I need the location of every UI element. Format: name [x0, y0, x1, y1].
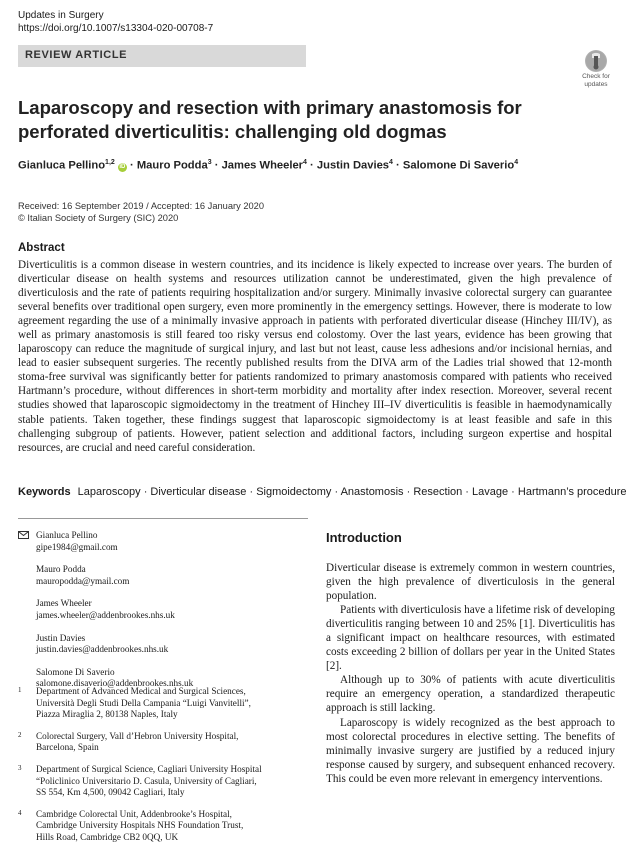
keywords-list — [78, 486, 627, 498]
received-accepted: Received: 16 September 2019 / Accepted: 16 January 2020 — [18, 201, 265, 211]
contact-email[interactable]: gipe1984@gmail.com — [36, 541, 118, 552]
publication-dates — [18, 200, 264, 224]
journal-header — [18, 9, 213, 35]
check-updates-line1: Check for — [582, 73, 610, 80]
keyword-item: Diverticular disease — [150, 486, 247, 498]
author-name[interactable]: Justin Davies — [316, 159, 390, 172]
keywords-label: Keywords — [18, 486, 71, 498]
keyword-separator: · — [140, 486, 151, 498]
corresponding-contacts — [18, 530, 308, 701]
affiliation-number: 2 — [18, 730, 22, 739]
author-name[interactable]: Mauro Podda — [136, 159, 208, 172]
intro-paragraph: Laparoscopy is widely recognized as the best approach to most colorectal procedures in elective setting. The benefits of minimally invasive surgery are justified by a reduced injury response caused by surgery, and subsequent enhanced recovery. This could be even more relevant in emergency interventions. — [326, 716, 615, 785]
keyword-separator: · — [246, 486, 257, 498]
keywords — [18, 486, 627, 498]
keyword-item: Laparoscopy — [77, 486, 141, 498]
contact-name: Justin Davies — [36, 632, 86, 643]
keyword-item: Lavage — [472, 486, 509, 498]
check-updates-icon — [585, 50, 607, 72]
orcid-icon[interactable]: iD — [119, 163, 126, 170]
journal-name: Updates in Surgery — [18, 10, 104, 21]
article-type-bar — [18, 45, 306, 67]
check-updates-line2: updates — [584, 81, 608, 88]
abstract-heading: Abstract — [18, 242, 65, 254]
keyword-separator: · — [462, 486, 473, 498]
keyword-separator: · — [331, 486, 341, 498]
contact-email[interactable]: justin.davies@addenbrookes.nhs.uk — [36, 644, 169, 655]
affiliation-entry — [18, 809, 308, 844]
author-affil-sup: 1,2 — [105, 159, 115, 166]
affiliations — [18, 686, 308, 854]
author-name[interactable]: Gianluca Pellino — [18, 159, 106, 172]
author-name[interactable]: Salomone Di Saverio — [402, 159, 515, 172]
keyword-item: Hartmann’s procedure — [517, 486, 627, 498]
keyword-separator: · — [508, 486, 518, 498]
author-list — [18, 159, 518, 172]
author-affil-sup: 4 — [389, 159, 393, 166]
affiliation-text: Cambridge Colorectal Unit, Addenbrooke’s Hospital, Cambridge University Hospitals NHS Foundation Trust, Hills Road, Cambridge CB2 0QQ, UK — [36, 808, 244, 842]
contact-name: Mauro Podda — [36, 564, 86, 575]
intro-paragraph: Diverticular disease is extremely common in western countries, given the high prevalence of diverticulosis in the general population. — [326, 562, 615, 603]
keyword-separator: · — [403, 486, 414, 498]
affiliation-number: 3 — [18, 763, 22, 772]
contact-name: James Wheeler — [36, 598, 92, 609]
abstract-text: Diverticulitis is a common disease in western countries, and its incidence is likely expected to increase over years. The burden of diverticular disease on health systems and resources utilization cannot be underestimated, given the high prevalence of diverticulosis and the rate of patients requiring hospitalization and/or surgery. Minimally invasive colorectal surgery can guarantee several benefits over traditional open surgery, even more prominently in the emergency settings. However, there is moderate to low agreement regarding the use of a minimally invasive approach in patients with perforated diverticular disease (Hinchey III/IV), as well as primary anastomosis is still feared too risky versus end colostomy. Over the last years, evidence has been growing that laparoscopy can reduce the magnitude of surgical injury, and last but not least, cause less adhesions and/or incisional hernias, and lead to easier subsequent surgeries. The recently published results from the DIVA arm of the Ladies trial showed that 12-month stoma-free survival was significantly better for patients randomized to primary anastomosis compared with patients who received Hartmann’s procedure, without differences in short-term morbidity and mortality after index resection. Moreover, several recent studies showed that laparoscopic sigmoidectomy in the treatment of Hinchey III–IV diverticulitis is feasible in haemodynamically stable patients. Taken together, these findings suggest that laparoscopic sigmoidectomy is at least feasible and safe in this challenging subgroup of patients. However, patient selection and additional factors, including surgeon expertise and hospital resources, are crucial and need careful consideration. — [18, 259, 612, 454]
introduction-heading: Introduction — [326, 530, 402, 545]
contact-entry — [18, 598, 308, 621]
intro-paragraph: Patients with diverticulosis have a lifetime risk of developing diverticulitis ranging between 10 and 25% [1]. Diverticulitis has a significant impact on healthcare resources, with estimated costs exceeding 2 billion of dollars per year in the United States [2]. — [326, 604, 615, 673]
contact-name: Salomone Di Saverio — [36, 666, 115, 677]
introduction-body — [326, 561, 615, 786]
article-title: Laparoscopy and resection with primary anastomosis for perforated diverticulitis: challenging old dogmas — [18, 97, 522, 142]
contact-name: Gianluca Pellino — [36, 530, 98, 540]
affiliation-entry — [18, 731, 308, 754]
intro-paragraph: Although up to 30% of patients with acute diverticulitis require an emergency operation, a standardized therapeutic approach is still lacking. — [326, 674, 615, 715]
affiliation-text: Colorectal Surgery, Vall d’Hebron University Hospital, Barcelona, Spain — [36, 730, 239, 753]
contact-email[interactable]: salomone.disaverio@addenbrookes.nhs.uk — [36, 678, 194, 689]
author-separator: · — [306, 159, 317, 172]
affiliation-entry — [18, 686, 308, 721]
check-for-updates-badge[interactable] — [577, 50, 615, 86]
contact-entry — [18, 564, 308, 587]
affiliation-entry — [18, 764, 308, 799]
contact-entry — [18, 530, 308, 553]
doi-link[interactable]: https://doi.org/10.1007/s13304-020-00708-7 — [18, 23, 214, 34]
contact-email[interactable]: james.wheeler@addenbrookes.nhs.uk — [36, 609, 175, 620]
affiliation-text: Department of Advanced Medical and Surgical Sciences, Università Degli Studi Della Campania “Luigi Vanvitelli”, Piazza Miraglia 2, 80138 Naples, Italy — [36, 686, 251, 720]
author-separator: · — [392, 159, 403, 172]
affiliation-number: 1 — [18, 686, 22, 694]
affiliation-text: Department of Surgical Science, Cagliari University Hospital “Policlinico Universitario D. Casula, University of Cagliari, SS 554, Km 4,500, 09042 Cagliari, Italy — [36, 763, 262, 798]
article-type-label: REVIEW ARTICLE — [25, 49, 128, 61]
author-affil-sup: 4 — [303, 159, 307, 166]
author-affil-sup: 3 — [207, 159, 212, 166]
keyword-item: Resection — [413, 486, 463, 498]
affiliation-number: 4 — [18, 808, 22, 817]
contact-entry — [18, 633, 308, 656]
footnote-divider — [18, 518, 308, 519]
contact-email[interactable]: mauropodda@ymail.com — [36, 575, 130, 586]
keyword-item: Sigmoidectomy — [256, 486, 332, 498]
copyright: © Italian Society of Surgery (SIC) 2020 — [18, 213, 179, 223]
author-name[interactable]: James Wheeler — [221, 159, 304, 172]
keyword-item: Anastomosis — [340, 486, 404, 498]
author-separator: · — [126, 159, 137, 172]
author-affil-sup: 4 — [514, 159, 519, 166]
envelope-icon — [18, 531, 29, 539]
author-separator: · — [211, 159, 222, 172]
